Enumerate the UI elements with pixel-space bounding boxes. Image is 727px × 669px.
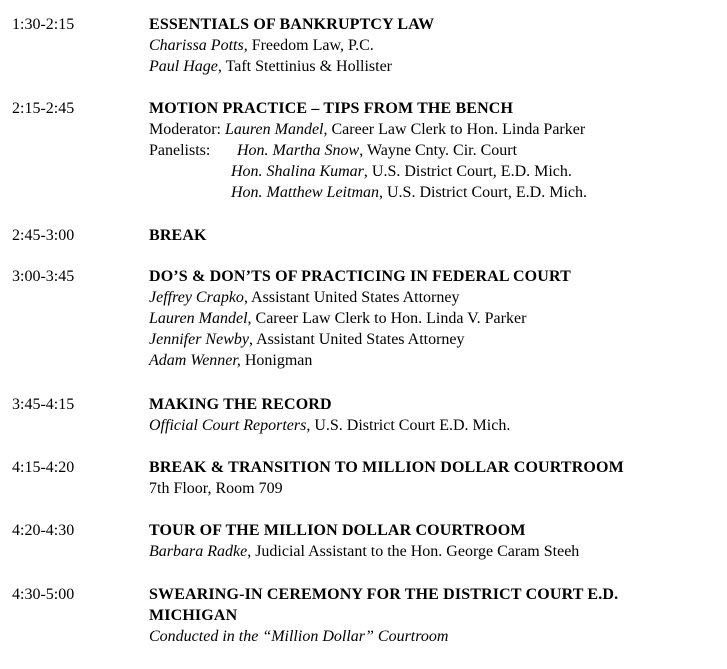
session-title: MAKING THE RECORD <box>149 396 332 413</box>
session-content <box>149 394 719 436</box>
session-title: DO’S & DON’TS OF PRACTICING IN FEDERAL COURT <box>149 268 571 285</box>
session-time: 3:45-4:15 <box>12 396 75 413</box>
speaker-affiliation: , U.S. District Court, E.D. Mich. <box>379 184 587 201</box>
session-note: Conducted in the “Million Dollar” Courtroom <box>149 628 449 645</box>
session-content <box>149 584 719 647</box>
speaker-name: Hon. Matthew Leitman <box>231 184 379 201</box>
session-content <box>149 457 719 499</box>
speaker-line <box>149 415 719 436</box>
speaker-affiliation: , Assistant United States Attorney <box>248 331 465 348</box>
moderator-label: Moderator: <box>149 121 225 138</box>
speaker-line <box>149 35 719 56</box>
session-time: 4:30-5:00 <box>12 586 75 603</box>
session-title: TOUR OF THE MILLION DOLLAR COURTROOM <box>149 522 526 539</box>
speaker-line <box>149 287 719 308</box>
speaker-line <box>149 541 719 562</box>
session-time: 3:00-3:45 <box>12 268 75 285</box>
speaker-name: Lauren Mandel <box>224 121 324 138</box>
speaker-name: Official Court Reporters <box>149 417 307 434</box>
speaker-affiliation: , Freedom Law, P.C. <box>243 37 374 54</box>
speaker-affiliation: , Assistant United States Attorney <box>243 289 460 306</box>
speaker-affiliation: Honigman <box>240 352 313 369</box>
session-time: 4:20-4:30 <box>12 522 75 539</box>
session-time: 1:30-2:15 <box>12 16 75 33</box>
session-content <box>149 98 719 203</box>
session-content <box>149 14 719 77</box>
speaker-affiliation: , Career Law Clerk to Hon. Linda V. Parker <box>247 310 527 327</box>
speaker-affiliation: , U.S. District Court, E.D. Mich. <box>363 163 572 180</box>
session-time: 4:15-4:20 <box>12 459 75 476</box>
speaker-name: Barbara Radke <box>149 543 248 560</box>
speaker-line <box>149 56 719 77</box>
speaker-affiliation: , U.S. District Court E.D. Mich. <box>306 417 511 434</box>
session-title-continued: MICHIGAN <box>149 607 238 624</box>
speaker-name: Hon. Shalina Kumar <box>231 163 364 180</box>
speaker-name: Jeffrey Crapko <box>149 289 244 306</box>
session-title: BREAK & TRANSITION TO MILLION DOLLAR COURTROOM <box>149 459 624 476</box>
speaker-name: Jennifer Newby <box>149 331 249 348</box>
speaker-name: Adam Wenner, <box>149 352 241 369</box>
moderator-line <box>149 119 719 140</box>
session-content <box>149 266 719 371</box>
panelists-label: Panelists: <box>149 142 211 159</box>
session-time: 2:15-2:45 <box>12 100 75 117</box>
session-time: 2:45-3:00 <box>12 227 75 244</box>
speaker-line <box>149 329 719 350</box>
panelist-line <box>149 161 719 182</box>
session-content <box>149 225 719 246</box>
speaker-name: Hon. Martha Snow <box>237 142 360 159</box>
speaker-affiliation: , Judicial Assistant to the Hon. George Caram Steeh <box>247 543 580 560</box>
speaker-name: Charissa Potts <box>149 37 244 54</box>
session-content <box>149 520 719 562</box>
speaker-line <box>149 350 719 371</box>
session-title: BREAK <box>149 227 207 244</box>
location-line: 7th Floor, Room 709 <box>149 480 283 497</box>
panelist-line <box>149 140 719 161</box>
panelist-line <box>149 182 719 203</box>
session-title: MOTION PRACTICE – TIPS FROM THE BENCH <box>149 100 514 117</box>
speaker-affiliation: , Taft Stettinius & Hollister <box>217 58 393 75</box>
session-title: SWEARING-IN CEREMONY FOR THE DISTRICT COURT E.D. <box>149 586 619 603</box>
session-title: ESSENTIALS OF BANKRUPTCY LAW <box>149 16 435 33</box>
speaker-name: Lauren Mandel <box>149 310 248 327</box>
speaker-line <box>149 308 719 329</box>
speaker-affiliation: , Career Law Clerk to Hon. Linda Parker <box>323 121 586 138</box>
speaker-name: Paul Hage <box>149 58 218 75</box>
speaker-affiliation: , Wayne Cnty. Cir. Court <box>359 142 518 159</box>
